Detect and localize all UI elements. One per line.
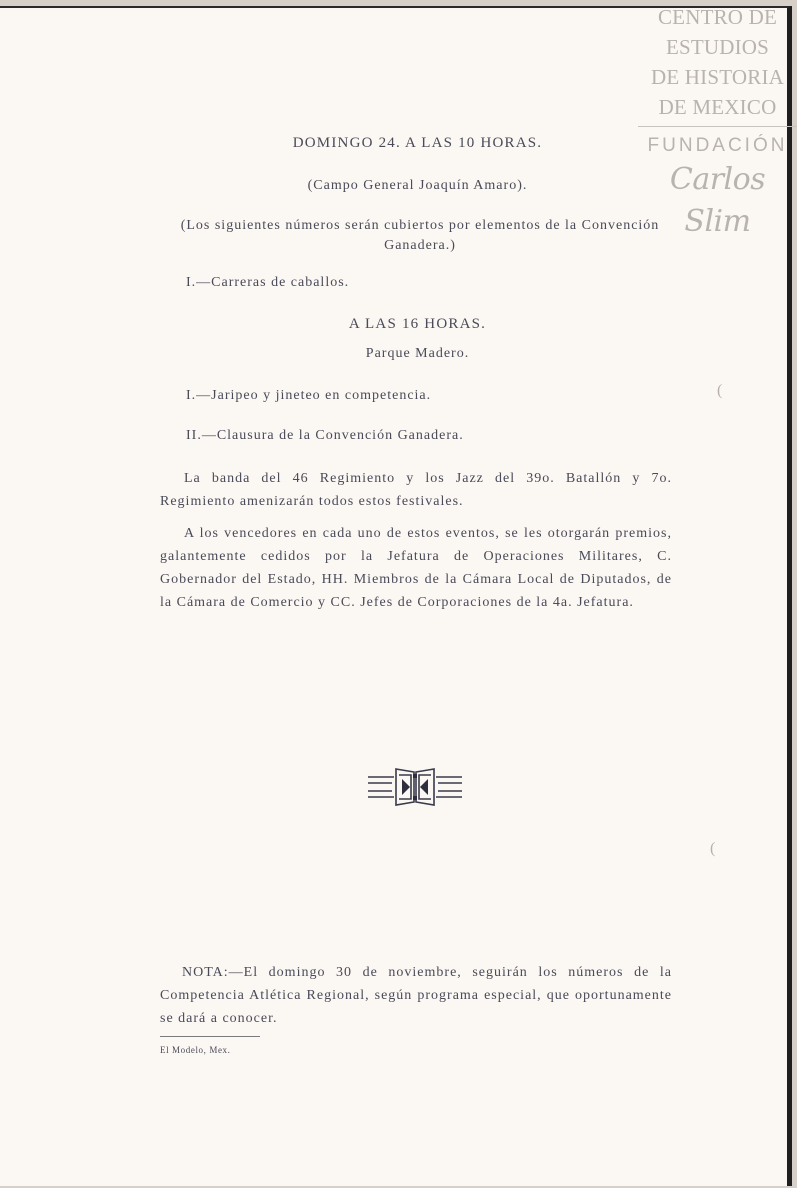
note-convencion: (Los siguientes números serán cubiertos por elementos de la Convención Ganadera.) [180, 218, 660, 253]
watermark-fundacion: FUNDACIÓN [647, 135, 788, 156]
watermark-line: DE HISTORIA [650, 65, 785, 89]
watermark-line: CENTRO DE [657, 5, 778, 29]
watermark-divider [638, 126, 797, 127]
nota-paragraph: NOTA:—El domingo 30 de noviembre, seguirán los números de la Competencia Atlética Regional, según programa especial, que oportunamente se dará a conocer. [160, 965, 672, 1026]
paper-speck: ( [710, 840, 716, 857]
heading-sunday-10: DOMINGO 24. A LAS 10 HORAS. [292, 135, 543, 151]
item-carreras: I.—Carreras de caballos. [186, 275, 350, 290]
item-clausura: II.—Clausura de la Convención Ganadera. [186, 428, 464, 443]
paragraph-premios: A los vencedores en cada uno de estos eventos, se les otorgarán premios, galantemente cedidos por la Jefatura de Operaciones Militares, C. Gobernador del Estado, HH. Miembros de la Cámara Local de Diputados, de la Cámara de Comercio y CC. Jefes de Corporaciones de la 4a. Jefatura. [160, 526, 672, 610]
ornament-icon [366, 766, 464, 808]
paragraph-banda: La banda del 46 Regimiento y los Jazz del 39o. Batallón y 7o. Regimiento amenizarán todos estos festivales. [160, 471, 672, 509]
watermark-line: ESTUDIOS [665, 35, 770, 59]
paper-speck: ( [717, 382, 723, 399]
imprint-rule [160, 1036, 260, 1037]
watermark-line: DE MEXICO [658, 95, 777, 119]
heading-16-horas: A LAS 16 HORAS. [348, 316, 487, 332]
printer-imprint: El Modelo, Mex. [160, 1045, 231, 1055]
venue-campo-amaro: (Campo General Joaquín Amaro). [307, 178, 528, 193]
watermark [638, 2, 797, 243]
venue-parque-madero: Parque Madero. [365, 346, 470, 361]
item-jaripeo: I.—Jaripeo y jineteo en competencia. [186, 388, 432, 403]
watermark-signature: Carlos Slim [669, 162, 766, 239]
